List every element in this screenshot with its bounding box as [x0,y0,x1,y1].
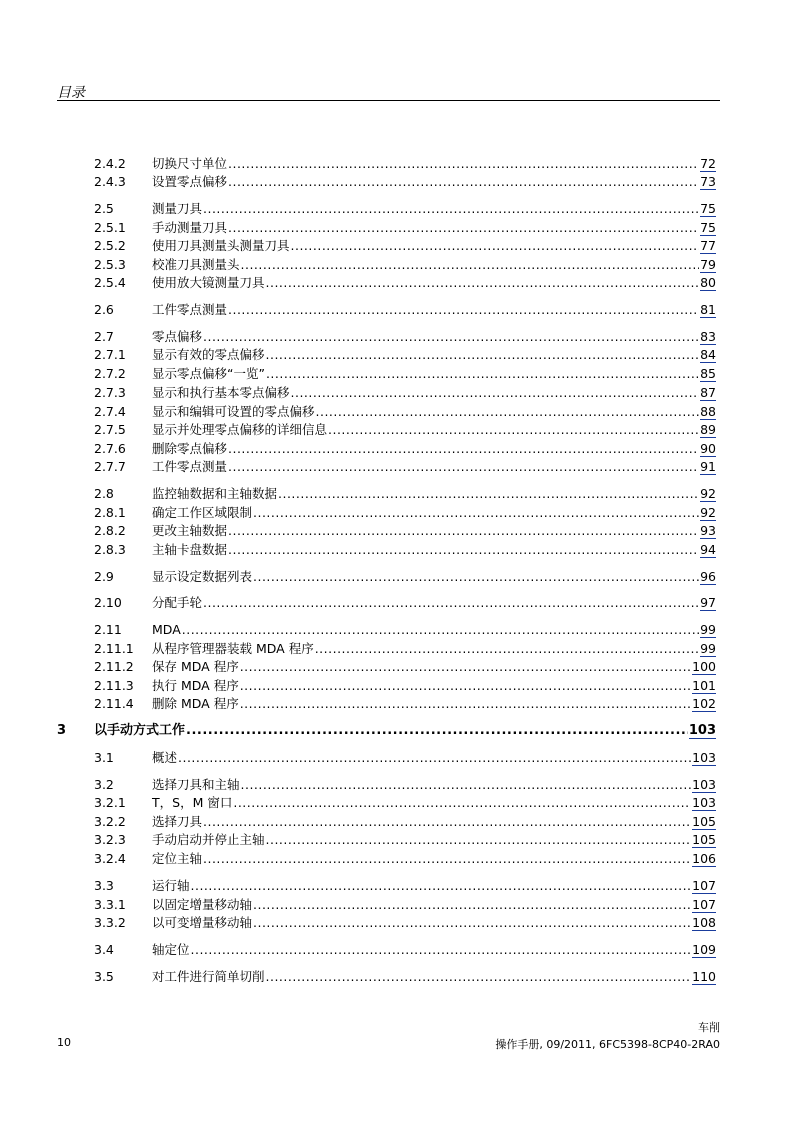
toc-entry[interactable] [0,301,793,319]
toc-leader-dots [315,640,699,658]
toc-entry[interactable] [0,896,793,914]
toc-entry[interactable] [0,200,793,218]
toc-page-link[interactable]: 96 [700,569,716,584]
toc-entry-number: 2.6 [94,302,114,317]
toc-entry[interactable] [0,365,793,383]
toc-entry[interactable] [0,968,793,986]
toc-entry-number: 3.2 [94,777,114,792]
toc-entry-title: 分配手轮 [152,595,203,610]
toc-entry-number: 2.7.7 [94,459,126,474]
toc-leader-dots [253,896,691,914]
toc-leader-dots [191,941,692,959]
toc-entry[interactable] [0,237,793,255]
toc-leader-dots [233,794,691,812]
toc-leader-dots [240,695,691,713]
toc-entry-title: 切换尺寸单位 [152,156,228,171]
toc-entry-number: 2.5.4 [94,275,126,290]
toc-page-link[interactable]: 80 [700,275,716,290]
toc-entry[interactable] [0,403,793,421]
toc-entry-title: 零点偏移 [152,329,203,344]
toc-entry-title: 显示和编辑可设置的零点偏移 [152,404,315,419]
toc-leader-dots [178,749,691,767]
toc-entry-title: 测量刀具 [152,201,203,216]
toc-entry[interactable] [0,421,793,439]
toc-entry[interactable] [0,522,793,540]
toc-leader-dots [228,458,699,476]
toc-entry-number: 2.5 [94,201,114,216]
toc-entry-title: 显示有效的零点偏移 [152,347,265,362]
toc-entry-title: 删除 MDA 程序 [152,696,239,711]
toc-entry-number: 2.7.2 [94,366,126,381]
toc-entry[interactable] [0,677,793,695]
toc-entry-number: 2.7 [94,329,114,344]
toc-leader-dots [278,485,699,503]
toc-entry-number: 2.8.3 [94,542,126,557]
toc-entry-title: 轴定位 [152,942,190,957]
toc-page-link[interactable]: 103 [692,795,716,810]
toc-page-link[interactable]: 99 [700,641,716,656]
toc-entry-title: 执行 MDA 程序 [152,678,239,693]
toc-entry-title: 显示并处理零点偏移的详细信息 [152,422,328,437]
toc-entry-number: 2.11.4 [94,696,134,711]
toc-leader-dots [203,200,699,218]
toc-entry-title: 工件零点测量 [152,459,228,474]
toc-page-link[interactable]: 92 [700,486,716,501]
toc-page-link[interactable]: 102 [692,696,716,711]
toc-entry-number: 2.11.3 [94,678,134,693]
toc-entry[interactable] [0,794,793,812]
toc-entry-title: 选择刀具 [152,814,203,829]
toc-entry-title: 从程序管理器装载 MDA 程序 [152,641,314,656]
toc-entry-title: 显示和执行基本零点偏移 [152,385,290,400]
toc-entry-title: 手动启动并停止主轴 [152,832,265,847]
toc-page-link[interactable]: 89 [700,422,716,437]
toc-leader-dots [253,568,699,586]
toc-entry-title: 删除零点偏移 [152,441,228,456]
toc-entry-number: 3.4 [94,942,114,957]
toc-page-link[interactable]: 109 [692,942,716,957]
toc-leader-dots [253,914,691,932]
toc-entry-number: 3.1 [94,750,114,765]
toc-leader-dots [203,594,699,612]
toc-page-link[interactable]: 91 [700,459,716,474]
toc-page-link[interactable]: 105 [692,814,716,829]
toc-leader-dots [182,621,699,639]
toc-entry[interactable] [0,594,793,612]
toc-page-link[interactable]: 99 [700,622,716,637]
toc-entry-number: 2.5.1 [94,220,126,235]
toc-entry[interactable] [0,776,793,794]
toc-entry-title: 更改主轴数据 [152,523,228,538]
toc-leader-dots [266,346,700,364]
toc-entry[interactable] [0,914,793,932]
toc-entry-number: 2.7.4 [94,404,126,419]
toc-entry[interactable] [0,458,793,476]
toc-leader-dots [291,384,700,402]
toc-page-link[interactable]: 73 [700,174,716,189]
toc-page-link[interactable]: 72 [700,156,716,171]
toc-page-link[interactable]: 103 [688,723,716,738]
toc-entry[interactable] [0,568,793,586]
toc-leader-dots [253,504,699,522]
toc-entry-number: 2.11 [94,622,122,637]
toc-entry-number: 3.2.3 [94,832,126,847]
toc-entry[interactable] [0,813,793,831]
toc-page-link[interactable]: 103 [692,750,716,765]
toc-page-link[interactable]: 110 [692,969,716,984]
toc-page-link[interactable]: 107 [692,878,716,893]
toc-entry[interactable] [0,541,793,559]
toc-page-link[interactable]: 83 [700,329,716,344]
toc-page-link[interactable]: 100 [692,659,716,674]
toc-entry[interactable] [0,658,793,676]
toc-page-link[interactable]: 87 [700,385,716,400]
toc-page-link[interactable]: 88 [700,404,716,419]
toc-entry-title: 确定工作区域限制 [152,505,253,520]
toc-entry-number: 2.7.6 [94,441,126,456]
toc-entry-number: 3.3.2 [94,915,126,930]
toc-entry-title: 设置零点偏移 [152,174,228,189]
toc-leader-dots [266,274,700,292]
toc-entry[interactable] [0,256,793,274]
toc-entry-title: T，S，M 窗口 [152,795,233,810]
toc-entry-title: 显示设定数据列表 [152,569,253,584]
toc-page-link[interactable]: 108 [692,915,716,930]
toc-entry-number: 3.5 [94,969,114,984]
toc-entry[interactable] [0,274,793,292]
toc-leader-dots [266,831,692,849]
toc-entry-number: 2.5.2 [94,238,126,253]
toc-leader-dots [266,365,699,383]
toc-entry-title: MDA [152,622,181,637]
toc-entry[interactable] [0,485,793,503]
toc-entry-title: 保存 MDA 程序 [152,659,239,674]
toc-page-link[interactable]: 90 [700,441,716,456]
toc-entry[interactable] [0,219,793,237]
toc-entry-number: 3.2.2 [94,814,126,829]
toc-entry-title: 主轴卡盘数据 [152,542,228,557]
toc-page-link[interactable]: 84 [700,347,716,362]
toc-entry[interactable] [0,941,793,959]
toc-leader-dots [203,328,699,346]
toc-entry[interactable] [0,850,793,868]
toc-leader-dots [266,968,692,986]
toc-entry-title: 手动测量刀具 [152,220,228,235]
toc-page-link[interactable]: 103 [692,777,716,792]
toc-entry-title: 使用放大镜测量刀具 [152,275,265,290]
toc-page-link[interactable]: 107 [692,897,716,912]
toc-page-link[interactable]: 105 [692,832,716,847]
toc-entry-title: 工件零点测量 [152,302,228,317]
toc-entry[interactable] [0,640,793,658]
toc-entry-number: 2.7.3 [94,385,126,400]
toc-entry-number: 2.7.1 [94,347,126,362]
toc-entry-number: 3 [57,723,67,738]
toc-page-link[interactable]: 75 [700,201,716,216]
toc-entry-number: 2.4.2 [94,156,126,171]
toc-entry-number: 2.8 [94,486,114,501]
toc-entry[interactable] [0,831,793,849]
toc-leader-dots [228,173,699,191]
toc-entry-number: 2.8.1 [94,505,126,520]
toc-page-link[interactable]: 79 [700,257,716,272]
toc-entry-title: 选择刀具和主轴 [152,777,240,792]
toc-entry[interactable] [0,384,793,402]
toc-page-link[interactable]: 81 [700,302,716,317]
toc-leader-dots [228,301,699,319]
toc-leader-dots [203,813,691,831]
toc-entry[interactable] [0,173,793,191]
toc-page-link[interactable]: 77 [700,238,716,253]
toc-entry-number: 2.10 [94,595,122,610]
toc-entry-title: 定位主轴 [152,851,203,866]
toc-entry-title: 以固定增量移动轴 [152,897,253,912]
toc-entry[interactable] [0,155,793,173]
toc-entry-number: 2.4.3 [94,174,126,189]
toc-page-link[interactable]: 92 [700,505,716,520]
toc-entry[interactable] [0,504,793,522]
toc-entry-title: 以手动方式工作 [94,723,186,738]
toc-page-link[interactable]: 85 [700,366,716,381]
toc-entry[interactable] [0,346,793,364]
toc-entry-number: 3.3 [94,878,114,893]
footer-page-number: 10 [57,1036,71,1049]
toc-page-link[interactable]: 94 [700,542,716,557]
toc-leader-dots [186,722,688,740]
toc-entry-title: 运行轴 [152,878,190,893]
toc-leader-dots [228,541,699,559]
toc-leader-dots [203,850,691,868]
toc-entry-number: 2.8.2 [94,523,126,538]
toc-entry-title: 显示零点偏移“一览” [152,366,265,381]
toc-entry-number: 2.5.3 [94,257,126,272]
toc-leader-dots [228,440,699,458]
toc-leader-dots [316,403,700,421]
toc-entry-number: 3.2.4 [94,851,126,866]
footer-document-info [495,1019,720,1053]
toc-leader-dots [328,421,699,439]
toc-entry-number: 3.2.1 [94,795,126,810]
toc-entry-title: 以可变增量移动轴 [152,915,253,930]
toc-leader-dots [241,256,700,274]
toc-leader-dots [228,155,699,173]
toc-leader-dots [228,522,699,540]
toc-entry-title: 概述 [152,750,178,765]
toc-leader-dots [228,219,699,237]
toc-page-link[interactable]: 97 [700,595,716,610]
toc-entry[interactable] [0,621,793,639]
footer-product: 车削 [698,1021,720,1034]
page-header-title: 目录 [57,85,85,101]
toc-entry-number: 2.11.2 [94,659,134,674]
toc-entry[interactable] [0,749,793,767]
toc-leader-dots [191,877,692,895]
toc-entry[interactable] [0,877,793,895]
toc-page-link[interactable]: 75 [700,220,716,235]
toc-entry-title: 监控轴数据和主轴数据 [152,486,278,501]
toc-page-link[interactable]: 93 [700,523,716,538]
toc-leader-dots [240,677,691,695]
toc-entry-title: 对工件进行简单切削 [152,969,265,984]
toc-entry-number: 2.11.1 [94,641,134,656]
toc-entry[interactable] [0,328,793,346]
toc-leader-dots [291,237,700,255]
toc-chapter-entry[interactable] [0,722,793,740]
toc-entry-number: 2.9 [94,569,114,584]
toc-leader-dots [241,776,692,794]
toc-page-link[interactable]: 106 [692,851,716,866]
toc-leader-dots [240,658,691,676]
toc-entry-title: 使用刀具测量头测量刀具 [152,238,290,253]
toc-page-link[interactable]: 101 [692,678,716,693]
toc-entry-number: 2.7.5 [94,422,126,437]
toc-entry-title: 校准刀具测量头 [152,257,240,272]
toc-entry[interactable] [0,695,793,713]
toc-entry-number: 3.3.1 [94,897,126,912]
footer-manual-reference: 操作手册, 09/2011, 6FC5398-8CP40-2RA0 [495,1038,720,1051]
toc-entry[interactable] [0,440,793,458]
